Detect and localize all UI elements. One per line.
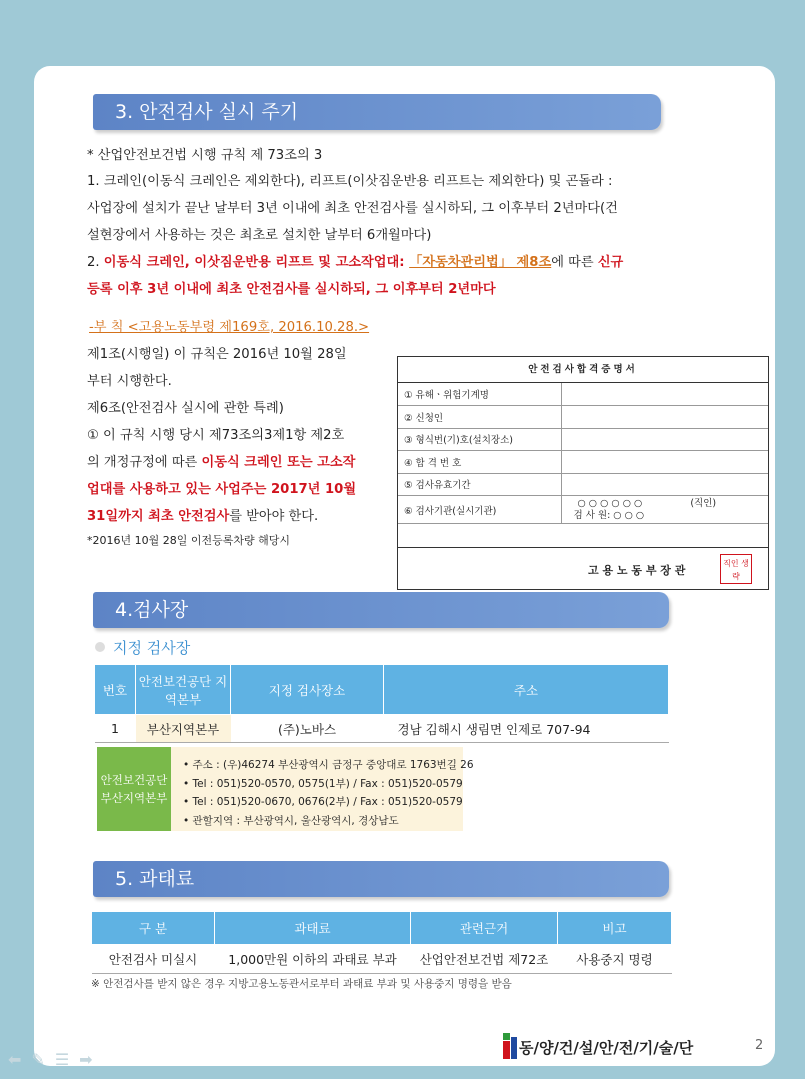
section4-heading: 4.검사장 xyxy=(93,592,669,628)
cert-row: ② 신청인 xyxy=(398,406,561,429)
cert-footer xyxy=(398,547,768,589)
company-logo-icon xyxy=(503,1033,517,1059)
col-header: 구 분 xyxy=(92,912,215,945)
cert-minister: 고 용 노 동 부 장 관 xyxy=(588,564,686,577)
penalty-note: ※ 안전검사를 받지 않은 경우 지방고용노동관서로부터 과태료 부과 및 사용중지 명령을 받음 xyxy=(91,978,512,990)
penalty-table xyxy=(91,911,672,974)
cell: 1,000만원 이하의 과태료 부과 xyxy=(215,945,411,974)
addendum-line4: ① 이 규칙 시행 당시 제73조의3제1항 제2호 xyxy=(87,428,345,443)
company-name: 동/양/건/설/안/전/기/술/단 xyxy=(519,1039,694,1057)
table-row xyxy=(95,715,669,743)
rule2-law-link[interactable]: 「자동차관리법」 제8조 xyxy=(409,255,552,270)
cert-row: ⑤ 검사유효기간 xyxy=(398,473,561,496)
cert-row: ④ 합 격 번 호 xyxy=(398,451,561,474)
col-header: 안전보건공단 지역본부 xyxy=(136,665,231,715)
cert-value xyxy=(561,473,768,496)
addendum-line5-b: 이동식 크레인 또는 고소작 xyxy=(201,455,356,470)
rule1-line3: 설현장에서 사용하는 것은 최초로 설치한 날부터 6개월마다) xyxy=(87,228,432,243)
section3-heading: 3. 안전검사 실시 주기 xyxy=(93,94,661,130)
addendum-line7-a: 31일까지 최초 안전검사 xyxy=(87,509,230,524)
addendum-line1: 제1조(시행일) 이 규칙은 2016년 10월 28일 xyxy=(87,347,347,362)
info-region: • 관할지역 : 부산광역시, 울산광역시, 경상남도 xyxy=(183,814,399,827)
certificate-image xyxy=(397,356,769,590)
rule2-new: 신규 xyxy=(597,255,624,270)
inspection-site-table xyxy=(94,664,669,743)
rule2-mid: 에 따른 xyxy=(551,255,598,270)
cert-inspector: 검 사 원: ○ ○ ○ xyxy=(573,509,645,521)
cell: 산업안전보건법 제72조 xyxy=(411,945,558,974)
col-header: 번호 xyxy=(95,665,136,715)
addendum-line5-a: 의 개정규정에 따른 xyxy=(87,455,202,470)
col-header: 지정 검사장소 xyxy=(231,665,384,715)
info-tel-1: • Tel : 051)520-0570, 0575(1부) / Fax : 051)520-0579 xyxy=(183,777,463,790)
rule2-subject: 이동식 크레인, 이삿짐운반용 리프트 및 고소작업대: xyxy=(103,255,410,270)
designated-inspection-title: 지정 검사장 xyxy=(113,639,191,657)
cell: 부산지역본부 xyxy=(136,715,231,743)
forward-arrow-icon[interactable]: ➡ xyxy=(79,1050,103,1069)
addendum-line7-b: 를 받아야 한다. xyxy=(229,509,319,524)
col-header: 과태료 xyxy=(215,912,411,945)
cert-value xyxy=(561,428,768,451)
certificate-title: 안전검사합격증명서 xyxy=(398,357,768,383)
seal-stamp: 직인 생략 xyxy=(720,554,752,584)
cert-value xyxy=(561,406,768,429)
page-number: 2 xyxy=(755,1038,764,1053)
rule1-line2: 사업장에 설치가 끝난 날부터 3년 이내에 최초 안전검사를 실시하되, 그 이후부터 2년마다(건 xyxy=(87,201,618,216)
pen-icon[interactable]: ✎ xyxy=(31,1050,55,1069)
cell: 경남 김해시 생림면 인제로 707-94 xyxy=(384,715,669,743)
cell: 1 xyxy=(95,715,136,743)
cert-value xyxy=(561,383,768,406)
addendum-line6: 업대를 사용하고 있는 사업주는 2017년 10월 xyxy=(87,482,357,497)
col-header: 비고 xyxy=(558,912,672,945)
cell: (주)노바스 xyxy=(231,715,384,743)
rule2-line1 xyxy=(87,249,623,277)
cert-row: ③ 형식번(기)호(설치장소) xyxy=(398,428,561,451)
addendum-line2: 부터 시행한다. xyxy=(87,374,172,389)
info-tel-2: • Tel : 051)520-0670, 0676(2부) / Fax : 051)520-0579 xyxy=(183,796,463,808)
back-arrow-icon[interactable]: ⬅ xyxy=(8,1050,32,1069)
law-reference: * 산업안전보건법 시행 규칙 제 73조의 3 xyxy=(87,148,323,163)
cert-row: ① 유해ㆍ위험기계명 xyxy=(398,383,561,406)
rule2-line2: 등록 이후 3년 이내에 최초 안전검사를 실시하되, 그 이후부터 2년마다 xyxy=(87,282,496,297)
col-header: 관련근거 xyxy=(411,912,558,945)
addendum-line3: 제6조(안전검사 실시에 관한 특례) xyxy=(87,401,284,416)
addendum-link[interactable]: -부 칙 <고용노동부령 제169호, 2016.10.28.> xyxy=(89,320,370,335)
certificate-table xyxy=(398,383,768,524)
cell: 안전검사 미실시 xyxy=(92,945,215,974)
info-box-title: 안전보건공단 부산지역본부 xyxy=(97,747,171,831)
cert-seal-mark: (직인) xyxy=(690,497,717,509)
rule1-line1: 1. 크레인(이동식 크레인은 제외한다), 리프트(이삿짐운반용 리프트는 제외한다) 및 곤돌라 : xyxy=(87,174,613,189)
section5-heading: 5. 과태료 xyxy=(93,861,669,897)
cert-value xyxy=(561,451,768,474)
cert-agency-name: ○ ○ ○ ○ ○ ○ xyxy=(577,497,643,509)
info-address: • 주소 : (우)46274 부산광역시 금정구 중앙대로 1763번길 26 xyxy=(183,759,474,771)
menu-icon[interactable]: ☰ xyxy=(54,1050,80,1069)
addendum-note: *2016년 10월 28일 이전등록차량 해당시 xyxy=(87,534,290,547)
cert-row: ⑥ 검사기관(실시기관) xyxy=(398,496,561,524)
cell: 사용중지 명령 xyxy=(558,945,672,974)
cert-agency xyxy=(561,496,768,524)
info-box-details xyxy=(171,747,474,831)
addendum-line5 xyxy=(87,449,355,477)
col-header: 주소 xyxy=(384,665,669,715)
rule2-num: 2. xyxy=(87,255,104,270)
slide-nav xyxy=(8,1050,103,1069)
bullet-icon xyxy=(95,642,105,652)
